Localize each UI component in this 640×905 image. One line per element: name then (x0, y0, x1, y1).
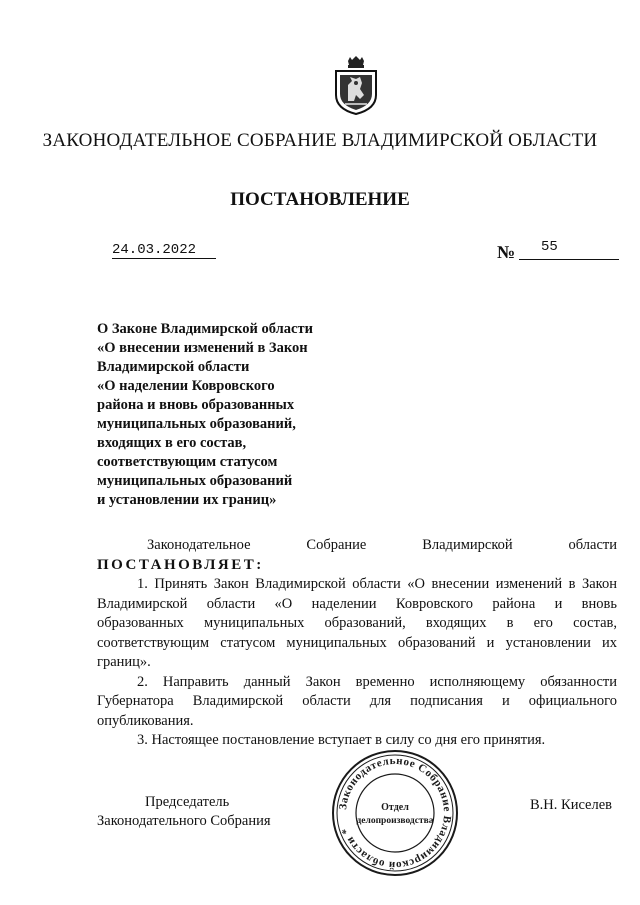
item-2-line: 2. Направить данный Закон временно исполняющему обязанности (137, 673, 617, 690)
organization-title: ЗАКОНОДАТЕЛЬНОЕ СОБРАНИЕ ВЛАДИМИРСКОЙ ОБЛАСТИ (42, 130, 598, 151)
subject-line: «О внесении изменений в Закон (97, 340, 308, 356)
document-date: 24.03.2022 (112, 242, 216, 259)
intro-line (97, 536, 617, 556)
item-2-line: опубликования. (97, 712, 194, 729)
subject-line: входящих в его состав, (97, 435, 247, 451)
subject-line: муниципальных образований (97, 473, 293, 489)
svg-text:Законодательное Собрание Влади (337, 755, 453, 871)
number-sign: № (497, 242, 516, 262)
subject-line: «О наделении Ковровского (97, 378, 275, 394)
decree-line (97, 556, 617, 576)
number-value: 55 (541, 239, 558, 255)
item-1-line: 1. Принять Закон Владимирской области «О внесении изменений в Закон (137, 576, 617, 592)
document-body (97, 536, 617, 751)
subject-line: и установлении их границ» (97, 492, 277, 508)
subject-line: О Законе Владимирской области (97, 321, 313, 337)
item-3-line: 3. Настоящее постановление вступает в силу со дня его принятия. (137, 732, 546, 748)
subject-line: муниципальных образований, (97, 416, 296, 432)
document-number (497, 240, 619, 262)
intro-word: Законодательное (147, 537, 251, 553)
seal-center-line: делопроизводства (356, 816, 434, 826)
number-underline (519, 259, 619, 260)
item-2-line: Губернатора Владимирской области для подписания и официального (97, 693, 617, 709)
document-subject (97, 320, 377, 510)
decree-word: ПОСТАНОВЛЯЕТ (97, 556, 257, 573)
item-1-line: соответствующим статусом муниципальных образований и установлении их (97, 634, 617, 651)
intro-word: Владимирской (422, 537, 513, 553)
seal-ring-text: Законодательное Собрание Владимирской области * (337, 754, 454, 872)
signatory-name: В.Н. Киселев (530, 797, 613, 813)
subject-line: района и вновь образованных (97, 397, 295, 413)
item-1-line: образованных муниципальных образований, входящих в его состав, (97, 615, 617, 631)
signatory-title-line: Законодательного Собрания (97, 813, 271, 829)
decree-colon: : (256, 556, 264, 573)
intro-word: Собрание (306, 537, 367, 553)
document-type: ПОСТАНОВЛЕНИЕ (230, 189, 410, 210)
subject-line: Владимирской области (97, 359, 250, 375)
subject-line: соответствующим статусом (97, 454, 278, 470)
item-1-line: границ». (97, 654, 151, 670)
intro-word: области (568, 537, 617, 553)
official-seal-stamp (330, 748, 460, 878)
signatory-title-line: Председатель (145, 794, 230, 810)
seal-center-line: Отдел (381, 802, 409, 813)
item-1-line: Владимирской области «О наделении Ковровского района и вновь (97, 595, 617, 612)
coat-of-arms-icon (330, 55, 382, 115)
signatory-title (97, 793, 271, 831)
